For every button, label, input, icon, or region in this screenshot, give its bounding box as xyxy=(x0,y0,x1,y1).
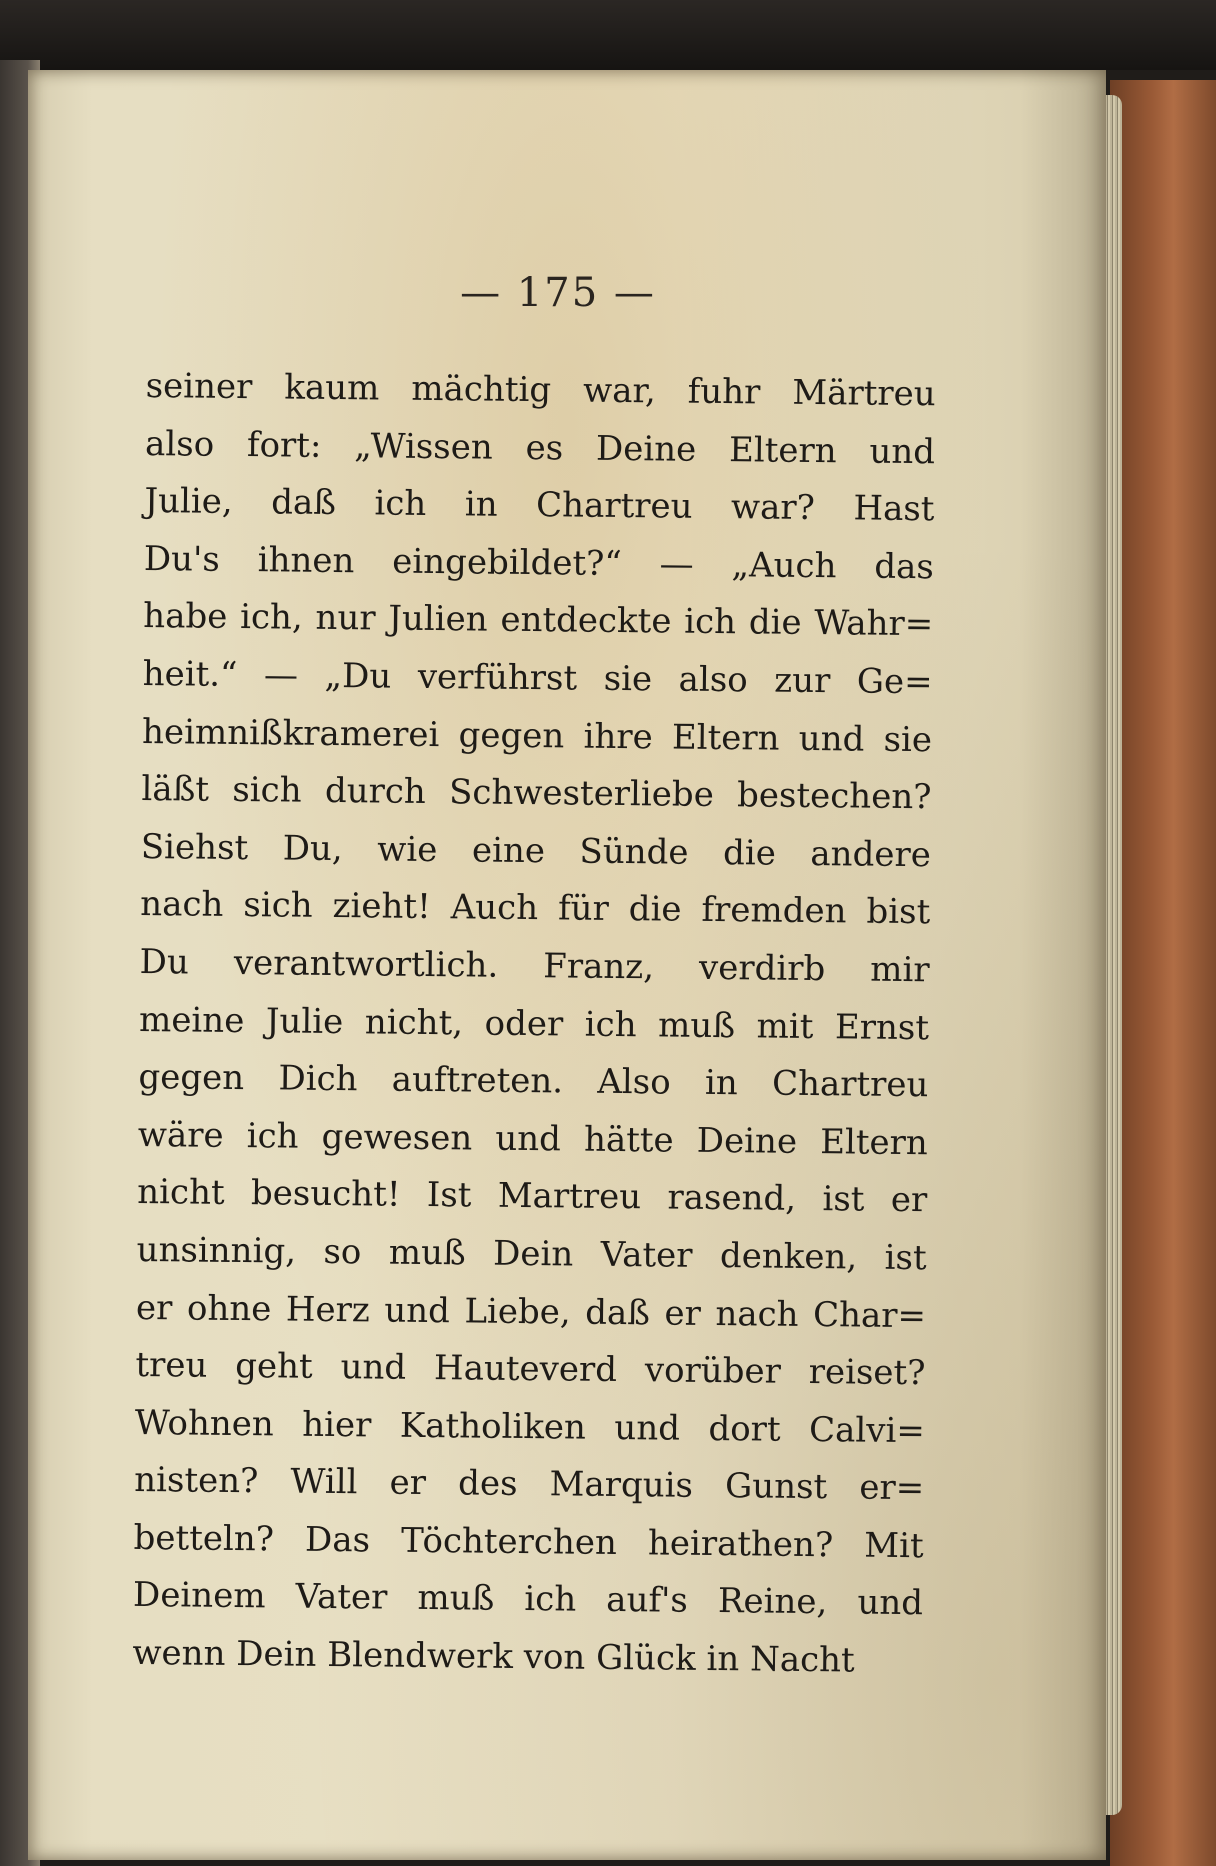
book-cover-top xyxy=(0,0,1216,70)
text-line: wenn Dein Blendwerk von Glück in Nacht xyxy=(132,1632,855,1681)
text-line: Wohnen hier Katholiken und dort Calvi= xyxy=(134,1402,926,1451)
text-line: er ohne Herz und Liebe, daß er nach Char= xyxy=(135,1287,927,1336)
text-line: heimnißkramerei gegen ihre Eltern und sie xyxy=(141,711,933,760)
text-line: Julie, daß ich in Chartreu war? Hast xyxy=(144,481,935,530)
text-line: betteln? Das Töchterchen heirathen? Mit xyxy=(133,1517,924,1567)
book-cover-right xyxy=(1110,80,1216,1866)
text-line: unsinnig, so muß Dein Vater denken, ist xyxy=(136,1229,927,1279)
text-line: treu geht und Hauteverd vorüber reiset? xyxy=(135,1345,926,1394)
text-line: Deinem Vater muß ich auf's Reine, und xyxy=(132,1575,924,1624)
text-line: gegen Dich auftreten. Also in Chartreu xyxy=(138,1057,929,1106)
text-line: nicht besucht! Ist Martreu rasend, ist er xyxy=(137,1172,928,1221)
page-number-header: — 175 — xyxy=(460,270,656,316)
text-line: seiner kaum mächtig war, fuhr Märtreu xyxy=(145,365,936,415)
text-line: habe ich, nur Julien entdeckte ich die Wahr= xyxy=(143,596,934,645)
text-line: Du's ihnen eingebildet?“ — „Auch das xyxy=(143,538,935,588)
text-line: läßt sich durch Schwesterliebe bestechen? xyxy=(141,769,932,818)
text-line: Du verantwortlich. Franz, verdirb mir xyxy=(139,941,930,991)
text-line: meine Julie nicht, oder ich muß mit Ernst xyxy=(138,999,930,1048)
text-line: wäre ich gewesen und hätte Deine Eltern xyxy=(137,1114,929,1163)
text-line: Siehst Du, wie eine Sünde die andere xyxy=(140,826,932,875)
text-line: nisten? Will er des Marquis Gunst er= xyxy=(134,1460,925,1509)
text-line: nach sich zieht! Auch für die fremden bist xyxy=(140,884,931,933)
text-line: heit.“ — „Du verführst sie also zur Ge= xyxy=(142,653,933,703)
body-text xyxy=(132,358,936,1691)
book-page xyxy=(28,70,1106,1860)
text-line: also fort: „Wissen es Deine Eltern und xyxy=(144,423,936,472)
